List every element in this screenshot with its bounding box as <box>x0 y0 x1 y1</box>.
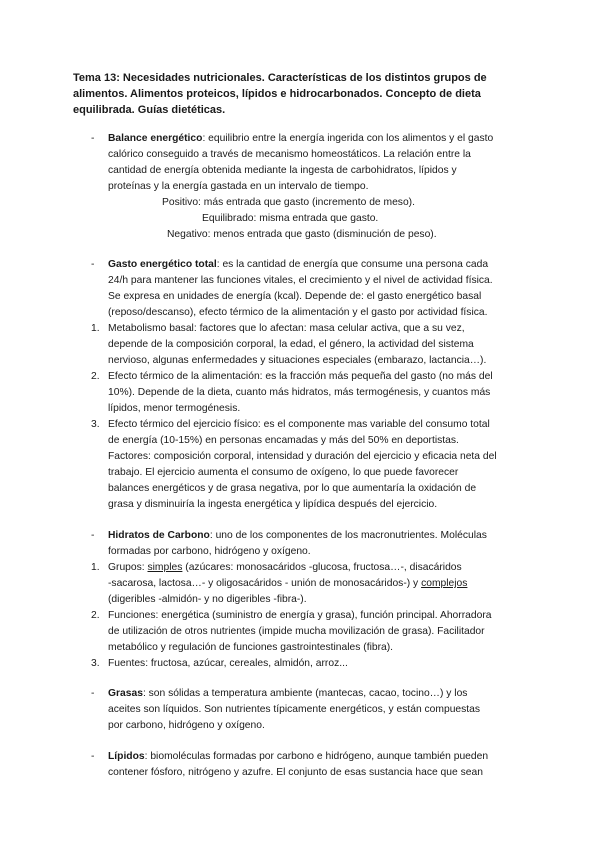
hidratos-line-2: formadas por carbono, hidrógeno y oxígeno. <box>108 546 311 557</box>
balance-line-2: calórico conseguido a través de mecanismo homeostáticos. La relación entre la <box>108 149 471 160</box>
gasto-line-1 <box>108 258 488 272</box>
hidratos-line-1 <box>108 529 487 543</box>
gasto-item-1-line-1: Metabolismo basal: factores que lo afectan: masa celular activa, que a su vez, <box>108 323 465 334</box>
list-number: 3. <box>91 658 100 669</box>
hidratos-item-2-line-3: metabólico y regulación de funciones gastrointestinales (fibra). <box>108 642 394 653</box>
hidratos-item-1-line-1 <box>108 561 462 575</box>
gasto-line-2: 24/h para mantener las funciones vitales, el crecimiento y el nivel de actividad física. <box>108 275 493 286</box>
gasto-text: : es la cantidad de energía que consume una persona cada <box>216 259 489 270</box>
hidratos-item-3-line-1: Fuentes: fructosa, azúcar, cereales, almidón, arroz... <box>108 658 348 669</box>
balance-line-3: cantidad de energía obtenida mediante la ingesta de carbohidratos, lípidos y <box>108 165 457 176</box>
balance-positivo: Positivo: más entrada que gasto (incremento de meso). <box>162 197 415 208</box>
list-number: 2. <box>91 610 100 621</box>
hidratos-item-2-line-1: Funciones: energética (suministro de energía y grasa), función principal. Ahorradora <box>108 610 492 621</box>
hidratos-grupos-text-2: -sacarosa, lactosa…- y oligosacáridos - unión de monosacáridos-) y <box>108 578 422 589</box>
balance-line-1 <box>108 132 493 146</box>
gasto-item-3-line-5: balances energéticos y de grasa negativa, por lo que aumentaría la oxidación de <box>108 483 477 494</box>
hidratos-grupos-text: (azúcares: monosacáridos -glucosa, fructosa…-, disacáridos <box>182 562 462 573</box>
lipidos-term: Lípidos <box>108 751 145 762</box>
gasto-item-2-line-2: 10%). Depende de la dieta, cuanto más hidratos, más termogénesis, y cuantos más <box>108 387 491 398</box>
gasto-item-2-line-1: Efecto térmico de la alimentación: es la fracción más pequeña del gasto (no más del <box>108 371 493 382</box>
grasas-line-2: aceites son líquidos. Son nutrientes típicamente energéticos, y están compuestas <box>108 704 481 715</box>
lipidos-text: : biomoléculas formadas por carbono e hidrógeno, aunque también pueden <box>144 751 489 762</box>
lipidos-line-2: contener fósforo, nitrógeno y azufre. El conjunto de esas sustancia hace que sean <box>108 767 483 778</box>
list-number: 3. <box>91 419 100 430</box>
document-title: Tema 13: Necesidades nutricionales. Características de los distintos grupos de alimentos. Alimentos proteicos, lípidos e hidrocarbonados. Concepto de dieta equilibrada. Guías dietéticas. <box>73 72 487 116</box>
lipidos-line-1 <box>108 750 488 764</box>
hidratos-text: : uno de los componentes de los macronutrientes. Moléculas <box>209 530 487 541</box>
list-number: 1. <box>91 323 100 334</box>
list-number: 2. <box>91 371 100 382</box>
balance-line-4: proteínas y la energía gastada en un intervalo de tiempo. <box>108 181 369 192</box>
hidratos-item-1-line-3: (digeribles -almidón- y no digeribles -fibra-). <box>108 594 307 605</box>
balance-equilibrado: Equilibrado: misma entrada que gasto. <box>202 213 379 224</box>
hidratos-grupos-label: Grupos: <box>108 562 148 573</box>
grasas-line-3: por carbono, hidrógeno y oxígeno. <box>108 720 265 731</box>
gasto-line-4: (reposo/descanso), efecto térmico de la alimentación y el gasto por actividad física. <box>108 307 488 318</box>
gasto-term: Gasto energético total <box>108 259 217 270</box>
gasto-item-2-line-3: lípidos, menor termogénesis. <box>108 403 241 414</box>
gasto-item-3-line-2: de energía (10-15%) en personas encamadas y más del 50% en deportistas. <box>108 435 459 446</box>
grasas-text: : son sólidas a temperatura ambiente (mantecas, cacao, tocino…) y los <box>142 688 468 699</box>
hidratos-term: Hidratos de Carbono <box>108 530 210 541</box>
gasto-line-3: Se expresa en unidades de energía (kcal). Depende de: el gasto energético basal <box>108 291 482 302</box>
gasto-item-3-line-3: Factores: composición corporal, intensidad y duración del ejercicio y eficacia neta del <box>108 451 497 462</box>
bullet-dash: - <box>91 688 95 699</box>
balance-negativo: Negativo: menos entrada que gasto (disminución de peso). <box>167 229 437 240</box>
balance-term: Balance energético <box>108 133 203 144</box>
hidratos-item-2-line-2: de utilización de otros nutrientes (impide mucha movilización de grasa). Facilitador <box>108 626 485 637</box>
grasas-term: Grasas <box>108 688 143 699</box>
balance-text: : equilibrio entre la energía ingerida con los alimentos y el gasto <box>202 133 494 144</box>
list-number: 1. <box>91 562 100 573</box>
bullet-dash: - <box>91 259 95 270</box>
gasto-item-1-line-2: depende de la composición corporal, la edad, el género, la actividad del sistema <box>108 339 474 350</box>
gasto-item-3-line-4: trabajo. El ejercicio aumenta el consumo de oxígeno, lo que puede favorecer <box>108 467 459 478</box>
bullet-dash: - <box>91 530 95 541</box>
gasto-item-3-line-6: grasa y disminuiría la ingesta energética y lipídica después del ejercicio. <box>108 499 438 510</box>
gasto-item-1-line-3: nervioso, algunas enfermedades y situaciones especiales (embarazo, lactancia…). <box>108 355 487 366</box>
gasto-item-3-line-1: Efecto térmico del ejercicio físico: es el componente mas variable del consumo total <box>108 419 490 430</box>
complejos-underlined: complejos <box>421 578 468 589</box>
grasas-line-1 <box>108 687 467 701</box>
bullet-dash: - <box>91 133 95 144</box>
bullet-dash: - <box>91 751 95 762</box>
hidratos-item-1-line-2 <box>108 577 467 591</box>
simples-underlined: simples <box>147 562 183 573</box>
